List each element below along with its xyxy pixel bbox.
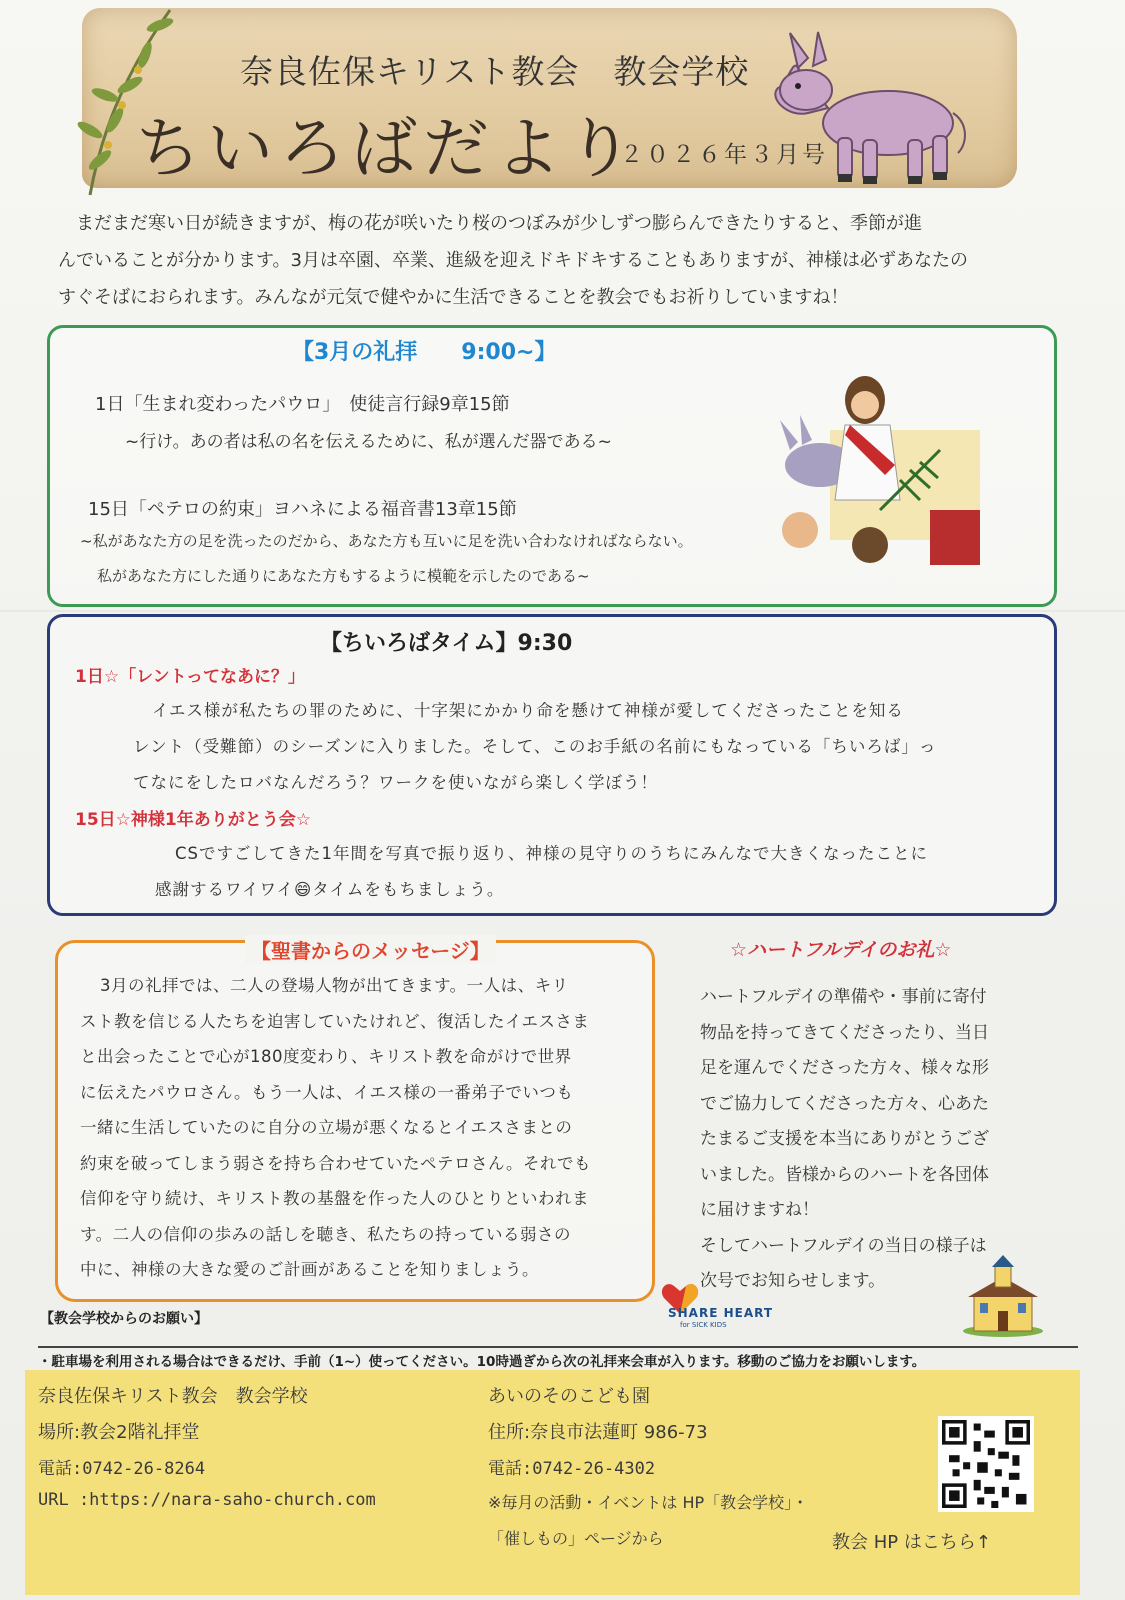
worship-day1: 1日「生まれ変わったパウロ」 使徒言行録9章15節 (95, 394, 510, 415)
chiroba-time-box (47, 614, 1057, 916)
fold-crease (0, 610, 1125, 612)
thanks-line: たまるご支援を本当にありがとうござ (700, 1129, 989, 1149)
worship-day1-verse: ~行け。あの者は私の名を伝えるために、私が選んだ器である~ (125, 432, 612, 452)
bible-message-heading: 【聖書からのメッセージ】 (245, 935, 496, 964)
bible-line: 約束を破ってしまう弱さを持ち合わせていたペテロさん。それでも (80, 1153, 591, 1173)
jesus-on-donkey-illustration-icon (770, 370, 990, 565)
qr-caption: 教会 HP はこちら↑ (832, 1532, 991, 1553)
bible-line: と出会ったことで心が180度変わり、キリスト教を命がけで世界 (80, 1047, 572, 1066)
footer-phone: 電話:0742-26-8264 (38, 1459, 206, 1479)
footer-church-name: 奈良佐保キリスト教会 教会学校 (38, 1386, 308, 1407)
bible-line: 中に、神様の大きな愛のご計画があることを知りましょう。 (80, 1260, 539, 1279)
chiroba-item1-title: 1日☆「レントってなあに？」 (75, 667, 305, 687)
thanks-line: 次号でお知らせします。 (700, 1271, 886, 1291)
footer-url-link[interactable]: URL :https://nara-saho-church.com (38, 1490, 376, 1510)
request-heading: 【教会学校からのお願い】 (40, 1311, 208, 1327)
newsletter-title: ちいろばだより (135, 110, 639, 187)
intro-line: んでいることが分かります。3月は卒園、卒業、進級を迎えドキドキすることもありますが、神様は必ずあなたの (58, 250, 969, 271)
qr-code-icon[interactable] (938, 1416, 1034, 1512)
footer-location: 場所:教会2階礼拝堂 (38, 1422, 200, 1443)
request-divider (38, 1346, 1078, 1348)
thanks-line: に届けますね！ (700, 1200, 819, 1220)
footer-address: 住所:奈良市法蓮町 986-73 (488, 1422, 708, 1443)
chiroba-item2-line: CSですごしてきた1年間を写真で振り返り、神様の見守りのうちにみんなで大きくなったことに (175, 844, 928, 863)
church-icon (962, 1255, 1044, 1337)
intro-line: すぐそばにおられます。みんなが元気で健やかに生活できることを教会でもお祈りしていますね！ (58, 287, 849, 308)
chiroba-item2-line: 感謝するワイワイ😄タイムをもちましょう。 (155, 880, 505, 899)
bible-line: 3月の礼拝では、二人の登場人物が出てきます。一人は、キリ (100, 976, 569, 995)
worship-day15: 15日「ペテロの約束」ヨハネによる福音書13章15節 (88, 499, 517, 520)
bible-line: 信仰を守り続け、キリスト教の基盤を作った人のひとりといわれま (80, 1189, 590, 1208)
donkey-illustration-icon (768, 28, 973, 188)
footer-kindergarten-phone: 電話:0742-26-4302 (488, 1459, 656, 1479)
footer-activity-note: ※毎月の活動・イベントは HP「教会学校」・ (488, 1493, 809, 1512)
heartful-day-thanks-text (700, 980, 1040, 1300)
organization-title: 奈良佐保キリスト教会 教会学校 (240, 52, 750, 91)
footer-activity-note-2: 「催しもの」ページから (488, 1529, 664, 1548)
thanks-line: そしてハートフルデイの当日の様子は (700, 1235, 987, 1256)
worship-heading: 【3月の礼拝 9:00~】 (292, 340, 557, 365)
thanks-line: でご協力してくださった方々、心あた (700, 1093, 989, 1114)
thanks-line: 物品を持ってきてくださったり、当日 (700, 1022, 989, 1043)
worship-day15-verse-2: 私があなた方にした通りにあなた方もするように模範を示したのである~ (97, 567, 590, 585)
bible-message-text (80, 968, 640, 1288)
thanks-line: いました。皆様からのハートを各団体 (700, 1164, 989, 1185)
chiroba-item1-line: てなにをしたロバなんだろう？ワークを使いながら楽しく学ぼう！ (133, 773, 658, 792)
bible-line: スト教を信じる人たちを迫害していたけれど、復活したイエスさま (80, 1011, 590, 1031)
chiroba-item1-line: イエス様が私たちの罪のために、十字架にかかり命を懸けて神様が愛してくださったことを知る (152, 701, 904, 720)
bible-line: に伝えたパウロさん。もう一人は、イエス様の一番弟子でいつも (80, 1082, 574, 1102)
share-heart-logo (660, 1278, 840, 1338)
heartful-day-thanks-heading: ☆ハートフルデイのお礼☆ (730, 939, 952, 961)
request-text: ・駐車場を利用される場合はできるだけ、手前（1~）使ってください。10時過ぎから次の礼拝来会車が入ります。移動のご協力をお願いします。 (38, 1354, 926, 1370)
share-heart-subtext: for SICK KIDS (680, 1321, 727, 1329)
bible-line: 一緒に生活していたのに自分の立場が悪くなるとイエスさまとの (80, 1118, 573, 1137)
footer-kindergarten-name: あいのそのこども園 (488, 1386, 650, 1407)
thanks-line: ハートフルデイの準備や・事前に寄付 (700, 987, 987, 1007)
share-heart-text: SHARE HEART (668, 1306, 774, 1320)
intro-text (58, 205, 1058, 316)
chiroba-item2-title: 15日☆神様1年ありがとう会☆ (75, 810, 311, 830)
bible-line: す。二人の信仰の歩みの話しを聴き、私たちの持っている弱さの (80, 1224, 572, 1244)
intro-line: まだまだ寒い日が続きますが、梅の花が咲いたり桜のつぼみが少しずつ膨らんできたりすると、季節が進 (76, 213, 922, 234)
thanks-line: 足を運んでくださった方々、様々な形 (700, 1058, 989, 1078)
chiroba-time-heading: 【ちいろばタイム】9:30 (320, 631, 573, 656)
worship-day15-verse-1: ~私があなた方の足を洗ったのだから、あなた方も互いに足を洗い合わなければならない。 (80, 532, 693, 550)
chiroba-item1-line: レント（受難節）のシーズンに入りました。そして、このお手紙の名前にもなっている「ちいろば」っ (133, 737, 937, 756)
issue-date: ２０２６年３月号 (620, 142, 828, 168)
